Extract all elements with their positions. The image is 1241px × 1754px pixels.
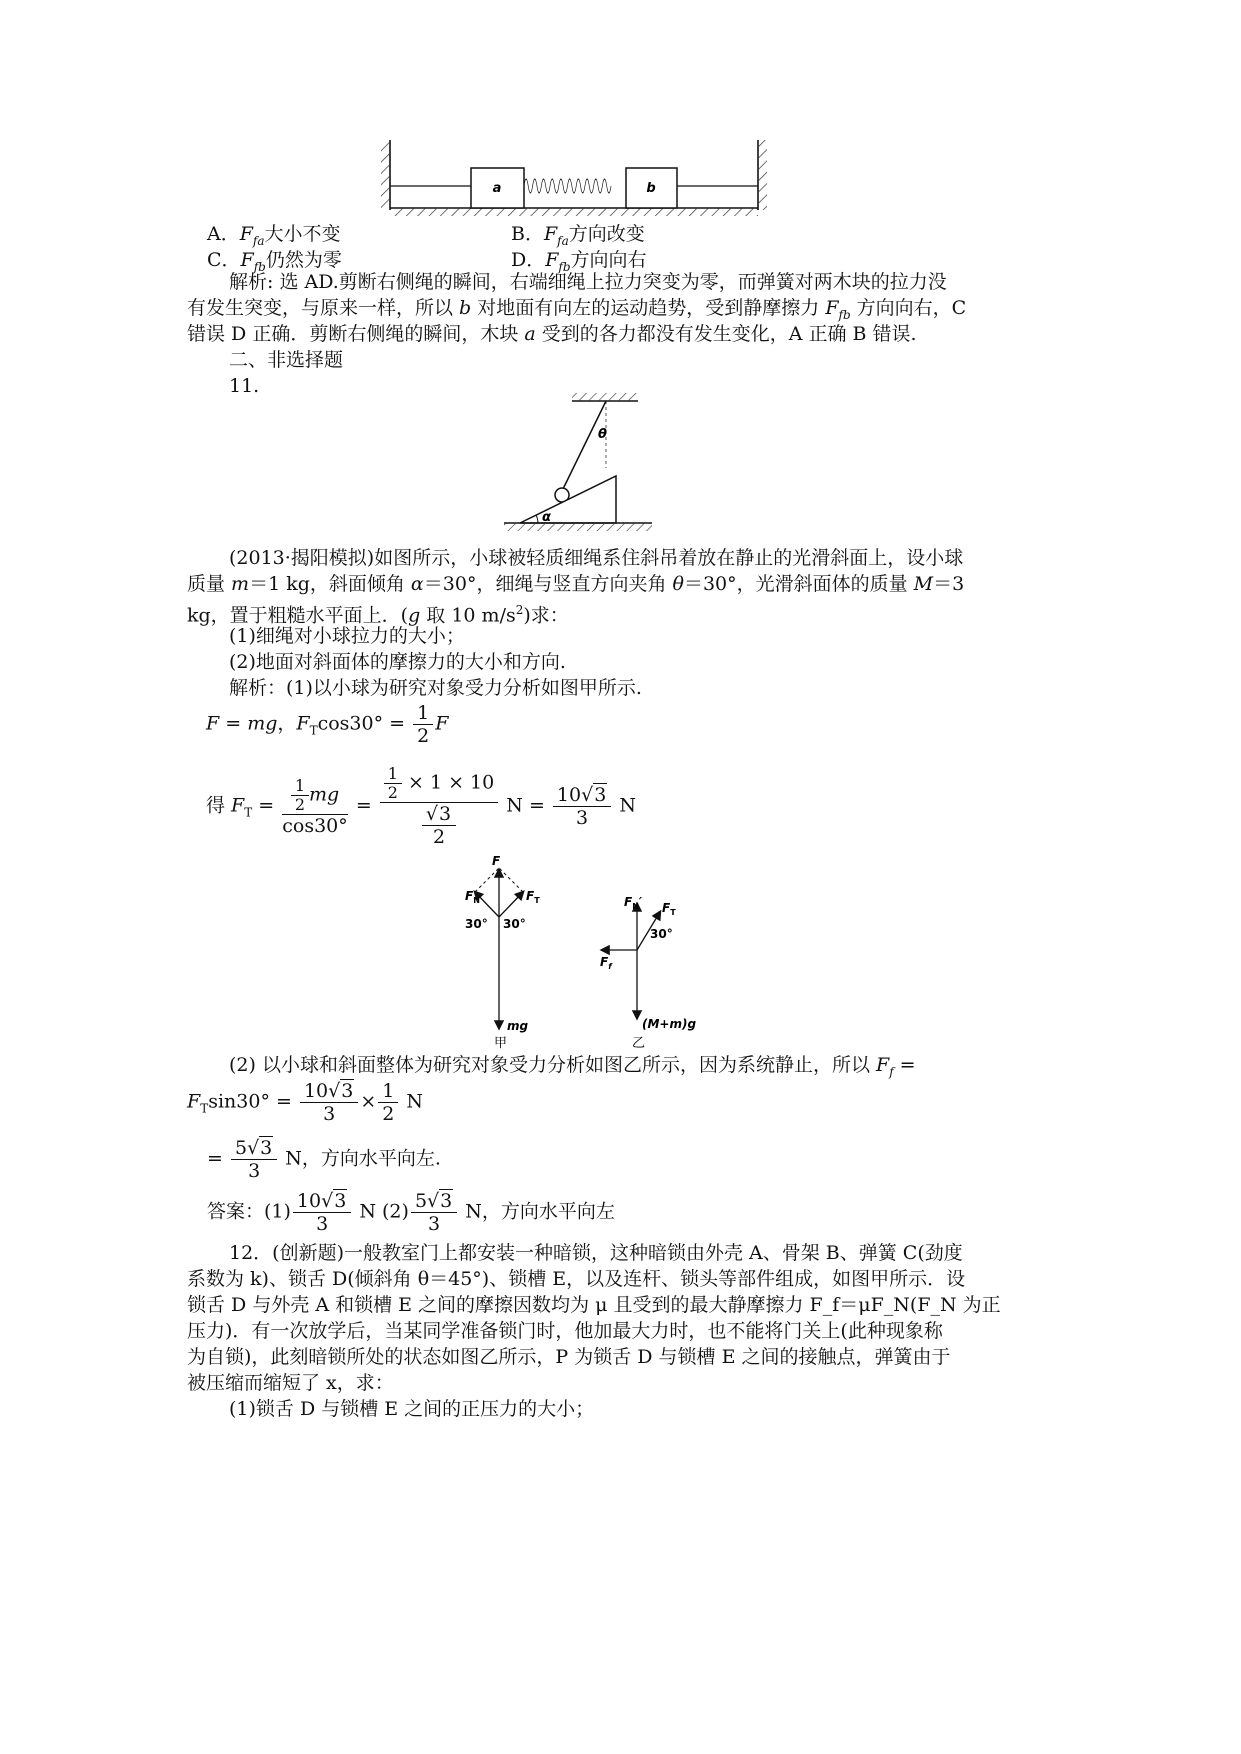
theta-label: θ [598,427,607,442]
force-diagram-yi [590,890,730,1050]
yi-FT: $F_T$ [662,901,676,917]
solution10-line2: 有发生突变，与原来一样，所以 b 对地面有向左的运动趋势，受到静摩擦力 $F_{fb}$ 方向向右，C [187,297,967,322]
jia-FN: $F_N$ [465,889,480,905]
solution10-line1: 解析: 选 AD.剪断右侧绳的瞬间，右端细绳上拉力突变为零，而弹簧对两木块的拉力没 [229,271,947,293]
equation-2: 得 $F_T$ = $\frac{1}{2}$ mg cos30° = $\frac{1}{2}$ × 1 × 10 $\frac{√3}{2}$ N = $\frac{10√3}{3}$ N [206,764,636,848]
spring-blocks-figure [380,140,770,218]
q12-line5: 为自锁)，此刻暗锁所处的状态如图乙所示，P 为锁舌 D 与锁槽 E 之间的接触点，弹簧由于 [187,1346,951,1368]
alpha-label: α [542,510,551,525]
q11-line2: 质量 m＝1 kg，斜面倾角 α＝30°，细绳与竖直方向夹角 θ＝30°，光滑斜面体的质量 M＝3 [187,573,965,595]
jia-angle-right: 30° [503,917,526,931]
equation-1: F = mg，$F_T\cos 30^\circ$ = $\frac{1}{2}$ F [206,702,449,747]
q11-line3: kg，置于粗糙水平面上．(g 取 10 $m/s^2$)求： [187,603,569,627]
q12-line3: 锁舌 D 与外壳 A 和锁槽 E 之间的摩擦因数均为 μ 且受到的最大静摩擦力 F_f＝μF_N(F_N 为正 [187,1294,1001,1316]
q12-line1: 12．(创新题)一般教室门上都安装一种暗锁，这种暗锁由外壳 A、骨架 B、弹簧 C(劲度 [229,1242,963,1264]
block-b-label: b [646,181,656,196]
q11-part2-line1: (2) 以小球和斜面整体为研究对象受力分析如图乙所示，因为系统静止，所以 $F_f$ = [229,1054,916,1079]
q11-solution-intro: 解析：(1)以小球为研究对象受力分析如图甲所示. [229,677,642,699]
option-c: C．$F_{fb}$仍然为零 [207,249,342,274]
solution10-line3: 错误 D 正确．剪断右侧绳的瞬间，木块 a 受到的各力都没有发生变化，A 正确 B 错误. [187,323,917,345]
yi-angle: 30° [650,927,673,941]
jia-mg: mg [507,1019,529,1033]
q12-line2: 系数为 k)、锁舌 D(倾斜角 θ＝45°)、锁槽 E，以及连杆、锁头等部件组成，如图甲所示．设 [187,1268,966,1290]
q11-sub1: (1)细绳对小球拉力的大小； [229,625,465,647]
q12-line4: 压力)．有一次放学后，当某同学准备锁门时，他加最大力时，也不能将门关上(此种现象称 [187,1320,943,1342]
block-a-label: a [492,181,502,196]
jia-FT: $F_T$ [526,889,540,905]
option-b: B．$F_{fa}$方向改变 [511,223,645,248]
incline-ball-figure [500,390,670,535]
q12-line6: 被压缩而缩短了 x，求： [187,1372,394,1394]
q11-part2-line2: $F_T\sin 30^\circ$ = $\frac{10√3}{3}$ × $\frac{1}{2}$ N [187,1080,424,1125]
jia-angle-left: 30° [465,917,488,931]
q11-answer: 答案：(1) $\frac{10√3}{3}$ N (2) $\frac{5√3}{3}$ N，方向水平向左 [207,1190,615,1235]
section-heading: 二、非选择题 [229,349,344,371]
jia-caption: 甲 [494,1036,508,1050]
q11-part2-line3: = $\frac{5√3}{3}$ N，方向水平向左. [207,1137,441,1182]
yi-FN: $F_N'$ [624,895,643,911]
q11-line1: (2013·揭阳模拟)如图所示，小球被轻质细绳系住斜吊着放在静止的光滑斜面上，设小球 [229,547,964,569]
option-d: D．$F_{fb}$方向向右 [511,249,647,274]
jia-F: F [492,854,501,868]
option-a: A．$F_{fa}$大小不变 [207,223,341,248]
q11-sub2: (2)地面对斜面体的摩擦力的大小和方向. [229,651,566,673]
force-diagram-jia [455,850,575,1050]
q12-line7: (1)锁舌 D 与锁槽 E 之间的正压力的大小； [229,1398,595,1420]
yi-Ff: $F_f$ [600,955,612,971]
yi-gravity: (M+m)g [642,1017,697,1031]
yi-caption: 乙 [632,1036,646,1050]
question-11-number: 11. [229,375,260,397]
